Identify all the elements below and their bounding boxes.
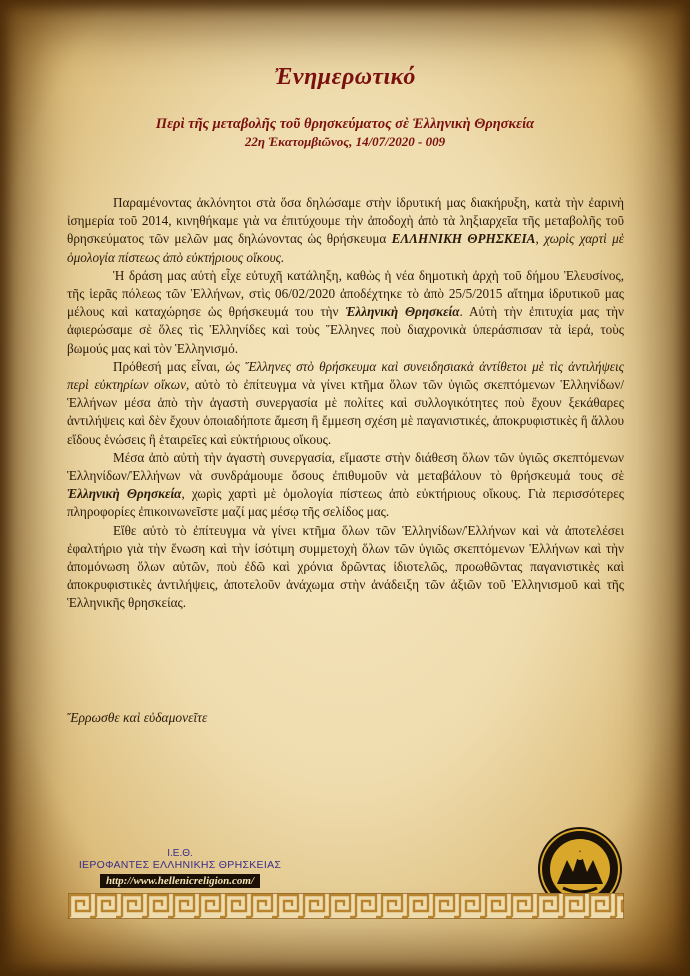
paragraph-text-segment: , αὐτὸ τὸ ἐπίτευγμα νὰ γίνει κτῆμα ὅλων τῶν ὑγιῶς σκεπτόμενων Ἑλληνίδων/Ἑλλήνων μέσα ἀπὸ τὴν ἀγαστὴ συνεργασία μὲ πολίτες καὶ συλλογικότητες ποὺ ἔχουν ξεκάθαρες ἀντιλήψεις καὶ δὲν ἔχουν ὁποιαδήποτε ἄμεση ἢ ἔμμεση σχέση μὲ παγανιστικές, ἀποκρυφιστικὲς ἢ ἄλλου εἴδους ἑνώσεις ἢ ἑταιρεῖες καὶ εὐκτήριους οἴκους. — [67, 377, 624, 447]
organization-block — [60, 848, 300, 889]
body-paragraph — [67, 449, 624, 522]
body-paragraph — [67, 267, 624, 358]
paragraph-text-segment: Μέσα ἀπὸ αὐτὴ τὴν ἀγαστὴ συνεργασία, εἴμαστε στὴν διάθεση ὅλων τῶν ὑγιῶς σκεπτόμενων Ἑλληνίδων/Ἑλλήνων νὰ συνδράμουμε ὅσους ἐπιθυμοῦν νὰ μεταβάλουν τὸ θρήσκευμά τους σὲ — [67, 449, 624, 484]
paragraph-text-segment: Ἡ δράση μας αὐτὴ εἶχε εὐτυχῆ κατάληξη, καθὼς ἡ νέα δημοτικὴ ἀρχὴ τοῦ δήμου Ἐλευσίνος, τῆς ἱερᾶς πόλεως τῶν Ἑλλήνων, στὶς 06/02/2020 ἀποδέχτηκε τὸ ἀπὸ 25/5/2015 αἴτημα ἱδρυτικοῦ μας μέλους καὶ καταχώρησε ὡς θρήσκευμά του τὴν — [67, 267, 624, 320]
paragraph-text-segment: Πρόθεσή μας εἶναι, — [113, 358, 226, 374]
paragraph-text-segment: . Αὐτὴ τὴν ἐπιτυχία μας τὴν ἀφιερώσαμε σὲ ὅλες τὶς Ἑλληνίδες καὶ τοὺς Ἕλληνες ποὺ διαχρονικὰ ὑπεράσπισαν τὰ ἱερά, τοὺς βωμούς μας καὶ τὸν Ἑλληνισμό. — [67, 304, 624, 356]
paragraph-text-segment: , χωρὶς χαρτὶ μὲ ὁμολογία πίστεως ἀπὸ εὐκτήριους οἴκους. Γιὰ περισσότερες πληροφορίες ἐπικοινωνεῖστε μαζί μας μέσῳ τῆς σελίδος μας. — [67, 486, 624, 520]
document-subtitle: Περὶ τῆς μεταβολῆς τοῦ θρησκεύματος σὲ Ἑλληνικὴ Θρησκεία — [155, 116, 535, 132]
paragraph-text-segment: ὡς Ἕλληνες στὸ θρήσκευμα καὶ συνειδησιακὰ ἀντίθετοι μὲ τὶς ἀντιλήψεις περὶ εὐκτηρίων οἴκων — [67, 358, 624, 393]
paragraph-text-segment: χωρὶς χαρτὶ μὲ ὁμολογία πίστεως ἀπὸ εὐκτήριους οἴκους. — [67, 231, 625, 265]
body-paragraph — [67, 358, 624, 449]
paragraph-text-segment: Ἑλληνικὴ Θρησκεία — [67, 486, 182, 502]
document-title: Ἐνημερωτικό — [274, 64, 416, 90]
document-dateline: 22η Ἑκατομβιῶνος, 14/07/2020 - 009 — [244, 134, 446, 149]
org-name: ΙΕΡΟΦΑΝΤΕΣ ΕΛΛΗΝΙΚΗΣ ΘΡΗΣΚΕΙΑΣ — [78, 859, 282, 871]
org-abbreviation: Ι.Ε.Θ. — [167, 848, 193, 859]
document-body — [67, 194, 624, 613]
paragraph-text-segment: Παραμένοντας ἀκλόνητοι στὰ ὅσα δηλώσαμε στὴν ἱδρυτική μας διακήρυξη, κατὰ τὴν ἐαρινὴ ἰσημερία τοῦ 2014, κινηθήκαμε γιὰ να ἐπιτύχουμε τὴν ἀποδοχὴ ἀπὸ τὰ ληξιαρχεῖα τῆς μεταβολῆς τοῦ θρησκεύματος τῶν μελῶν μας δηλώνοντας ὡς θρήσκευμα — [67, 195, 624, 247]
body-paragraph — [67, 194, 624, 267]
greek-key-meander-icon — [68, 893, 624, 919]
closing-greeting: Ἔρρωσθε καὶ εὐδαμονεῖτε — [67, 710, 208, 725]
website-link[interactable]: http://www.hellenicreligion.com/ — [100, 874, 260, 888]
paragraph-text-segment: Ἑλληνικὴ Θρησκεία — [345, 304, 460, 320]
body-paragraph — [67, 522, 624, 613]
paragraph-text-segment: Εἴθε αὐτὸ τὸ ἐπίτευγμα νὰ γίνει κτῆμα ὅλων τῶν Ἑλληνίδων/Ἑλλήνων καὶ νὰ ἀποτελέσει ἐφαλτήριο γιὰ τὴν ἕνωση καὶ τὴν ἰσότιμη συμμετοχὴ ὅλων τῶν ὑγιῶς σκεπτόμενων Ἑλλήνων καὶ τὴν ἀπομόνωση ὅλων αὐτῶν, ποὺ ἐδῶ καὶ χρόνια δρῶντας ἰδιοτελῶς, προωθῶντας παγανιστικὲς καὶ ἀποκρυφιστικὲς ἀντιλήψεις, ἀποτελοῦν ἀνάχωμα στὴν ἀνάδειξη τῶν ἀξιῶν τοῦ Ἑλληνισμοῦ καὶ τῆς Ἑλληνικῆς θρησκείας. — [67, 522, 624, 611]
paragraph-text-segment: , — [535, 231, 545, 247]
paragraph-text-segment: ΕΛΛΗΝΙΚΗ ΘΡΗΣΚΕΙΑ — [391, 231, 536, 247]
